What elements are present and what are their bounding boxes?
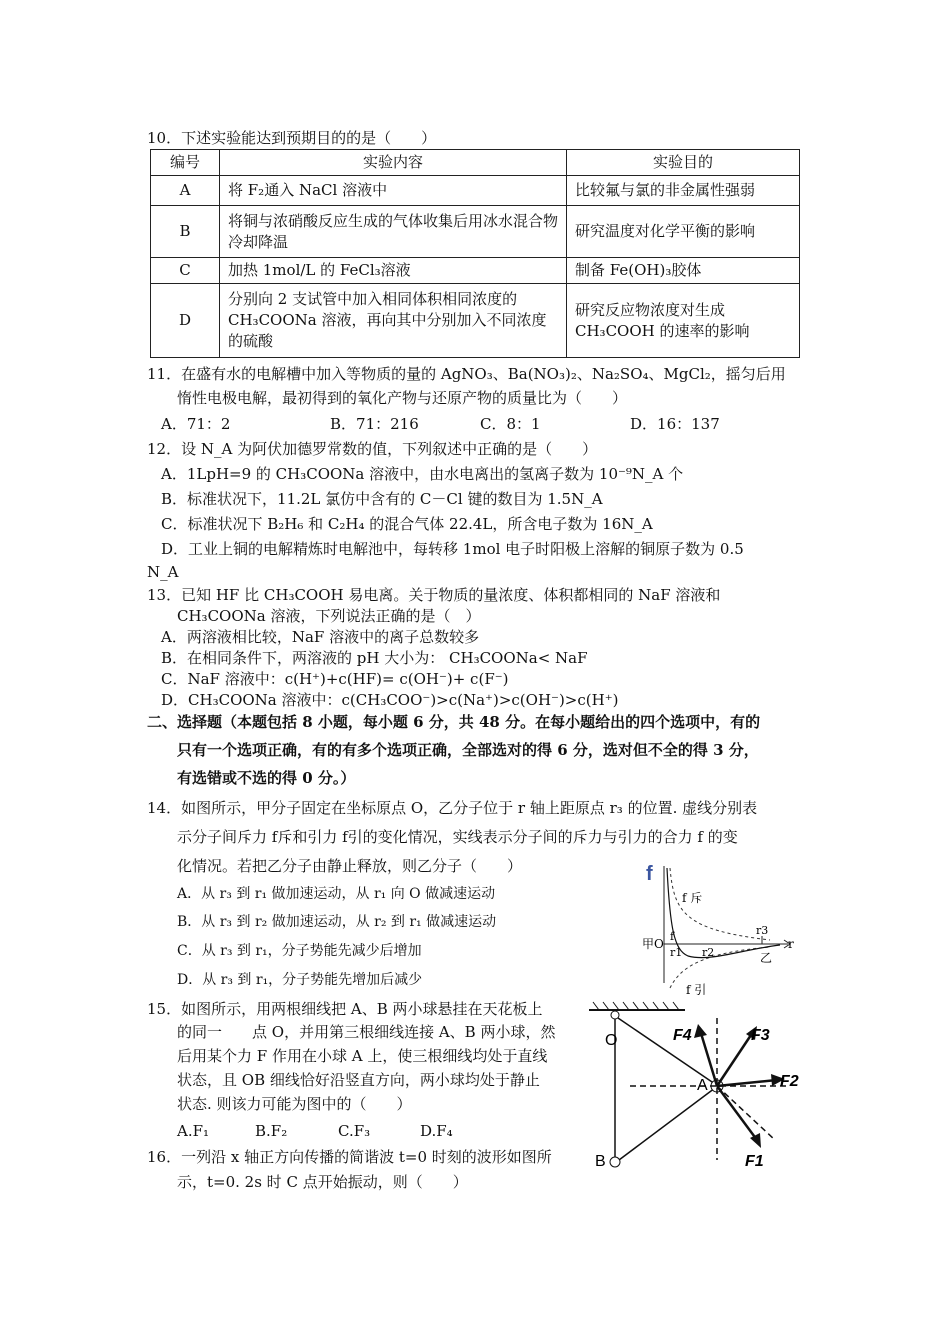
f1-arrowhead-icon <box>750 1133 761 1148</box>
q12-option-b: B．标准状况下，11.2L 氯仿中含有的 C－Cl 键的数目为 1.5N_A <box>161 490 603 508</box>
label-f1: F1 <box>745 1153 764 1170</box>
table-row <box>151 258 800 284</box>
label-b: B <box>595 1153 606 1170</box>
q13-line2: CH₃COONa 溶液，下列说法正确的是（ ） <box>177 607 481 625</box>
q14-option-c: C．从 r₃ 到 r₁，分子势能先减少后增加 <box>177 943 422 959</box>
q12-option-a: A．1LpH=9 的 CH₃COONa 溶液中，由水电离出的氢离子数为 10⁻⁹N_A 个 <box>161 465 684 483</box>
q12-option-d-line1: D．工业上铜的电解精炼时电解池中，每转移 1mol 电子时阳极上溶解的铜原子数为 0.5 <box>161 540 744 558</box>
f-axis-label: f <box>646 863 653 885</box>
ceiling-hatch <box>593 1002 679 1010</box>
row-content: 分别向 2 支试管中加入相同体积相同浓度的 CH₃COONa 溶液，再向其中分别加入不同浓度的硫酸 <box>220 284 567 358</box>
label-o: O <box>605 1032 618 1049</box>
r-label: r <box>788 937 794 951</box>
q12-option-d-line2: N_A <box>147 563 179 581</box>
section2-line2: 只有一个选项正确，有的有多个选项正确，全部选对的得 6 分，选对但不全的得 3 分， <box>177 741 759 759</box>
q13-line1: 13．已知 HF 比 CH₃COOH 易电离。关于物质的量浓度、体积都相同的 NaF 溶液和 <box>147 586 721 604</box>
f2-arrow <box>717 1080 777 1086</box>
f3-arrow <box>717 1032 753 1086</box>
q10-stem: 10．下述实验能达到预期目的的是（ ） <box>147 129 437 147</box>
row-purpose: 研究反应物浓度对生成 CH₃COOH 的速率的影响 <box>567 284 800 358</box>
jia-label: 甲 <box>642 937 655 951</box>
q14-line1: 14．如图所示，甲分子固定在坐标原点 O，乙分子位于 r 轴上距原点 r₃ 的位置. 虚线分别表 <box>147 799 758 817</box>
f-repulsion-label: f 斥 <box>682 891 703 905</box>
q11-option-c: C．8：1 <box>480 415 541 433</box>
molecular-force-figure <box>640 858 810 1003</box>
yi-label: 乙 <box>760 951 773 965</box>
row-content: 将铜与浓硝酸反应生成的气体收集后用冰水混合物冷却降温 <box>220 206 567 258</box>
r2-label: r2 <box>702 946 715 959</box>
q14-line2: 示分子间斥力 f斥和引力 f引的变化情况，实线表示分子间的斥力与引力的合力 f 的变 <box>177 828 738 846</box>
q15-line2: 的同一 点 O，并用第三根细线连接 A、B 两小球，然 <box>177 1023 556 1041</box>
row-purpose: 比较氟与氯的非金属性强弱 <box>567 176 800 206</box>
force-diagram-figure <box>585 1000 810 1180</box>
row-content: 将 F₂通入 NaCl 溶液中 <box>220 176 567 206</box>
q13-option-c: C．NaF 溶液中：c(H⁺)+c(HF)= c(OH⁻)+ c(F⁻) <box>161 670 509 688</box>
label-a: A <box>697 1077 708 1094</box>
q11-line2: 惰性电极电解，最初得到的氧化产物与还原产物的质量比为（ ） <box>177 389 628 407</box>
string-ab <box>619 1088 715 1160</box>
label-f4: F4 <box>673 1027 692 1044</box>
q15-option-b: B.F₂ <box>255 1122 288 1140</box>
origin-label: O <box>654 937 664 951</box>
q11-option-d: D．16：137 <box>630 415 720 433</box>
table-header-row <box>151 150 800 176</box>
q16-line2: 示，t=0. 2s 时 C 点开始振动，则（ ） <box>177 1173 468 1191</box>
row-id: A <box>151 176 220 206</box>
attraction-curve <box>670 947 773 988</box>
q11-option-b: B．71：216 <box>330 415 419 433</box>
ball-b <box>610 1157 620 1167</box>
table-row <box>151 284 800 358</box>
q14-line3: 化情况。若把乙分子由静止释放，则乙分子（ ） <box>177 857 523 875</box>
q15-option-d: D.F₄ <box>420 1122 453 1140</box>
q13-option-d: D．CH₃COONa 溶液中：c(CH₃COO⁻)>c(Na⁺)>c(OH⁻)>c(H⁺) <box>161 691 619 709</box>
table-row <box>151 206 800 258</box>
section2-line1: 二、选择题（本题包括 8 小题，每小题 6 分，共 48 分。在每小题给出的四个选项中，有的 <box>147 713 761 731</box>
q14-option-b: B．从 r₃ 到 r₂ 做加速运动，从 r₂ 到 r₁ 做减速运动 <box>177 914 497 930</box>
row-content: 加热 1mol/L 的 FeCl₃溶液 <box>220 258 567 284</box>
q11-line1: 11．在盛有水的电解槽中加入等物质的量的 AgNO₃、Ba(NO₃)₂、Na₂SO₄、MgCl₂，摇匀后用 <box>147 365 786 383</box>
r3-label: r3 <box>756 924 769 937</box>
label-f2: F2 <box>780 1073 799 1090</box>
q13-option-b: B．在相同条件下，两溶液的 pH 大小为： CH₃COONa< NaF <box>161 649 588 667</box>
q13-option-a: A．两溶液相比较，NaF 溶液中的离子总数较多 <box>161 628 480 646</box>
f-attraction-label: f 引 <box>686 983 707 997</box>
f-net-label: f <box>670 930 675 943</box>
f4-arrowhead-icon <box>694 1024 707 1038</box>
q14-option-a: A．从 r₃ 到 r₁ 做加速运动，从 r₁ 向 O 做减速运动 <box>177 886 496 902</box>
header-id: 编号 <box>151 150 220 176</box>
point-o <box>611 1011 619 1019</box>
r1-label: r1 <box>670 946 683 959</box>
header-content: 实验内容 <box>220 150 567 176</box>
q15-line4: 状态，且 OB 细线恰好沿竖直方向，两小球均处于静止 <box>177 1071 540 1089</box>
q15-line3: 后用某个力 F 作用在小球 A 上，使三根细线均处于直线 <box>177 1047 548 1065</box>
q15-line1: 15．如图所示，用两根细线把 A、B 两小球悬挂在天花板上 <box>147 1000 543 1018</box>
row-purpose: 研究温度对化学平衡的影响 <box>567 206 800 258</box>
f1-arrow <box>717 1086 757 1140</box>
q16-line1: 16．一列沿 x 轴正方向传播的简谐波 t=0 时刻的波形如图所 <box>147 1148 552 1166</box>
row-purpose: 制备 Fe(OH)₃胶体 <box>567 258 800 284</box>
header-purpose: 实验目的 <box>567 150 800 176</box>
q12-option-c: C．标准状况下 B₂H₆ 和 C₂H₄ 的混合气体 22.4L，所含电子数为 16N_A <box>161 515 653 533</box>
section2-line3: 有选错或不选的得 0 分。） <box>177 769 356 787</box>
row-id: D <box>151 284 220 358</box>
q15-option-a: A.F₁ <box>177 1122 210 1140</box>
q12-stem: 12．设 N_A 为阿伏加德罗常数的值，下列叙述中正确的是（ ） <box>147 440 598 458</box>
q15-option-c: C.F₃ <box>338 1122 371 1140</box>
row-id: B <box>151 206 220 258</box>
q11-option-a: A．71：2 <box>161 415 231 433</box>
q14-option-d: D．从 r₃ 到 r₁，分子势能先增加后减少 <box>177 972 423 988</box>
q10-table <box>150 149 800 358</box>
row-id: C <box>151 258 220 284</box>
extension-dashed <box>717 1086 775 1140</box>
table-row <box>151 176 800 206</box>
label-f3: F3 <box>751 1027 770 1044</box>
q15-line5: 状态. 则该力可能为图中的（ ） <box>177 1095 412 1113</box>
